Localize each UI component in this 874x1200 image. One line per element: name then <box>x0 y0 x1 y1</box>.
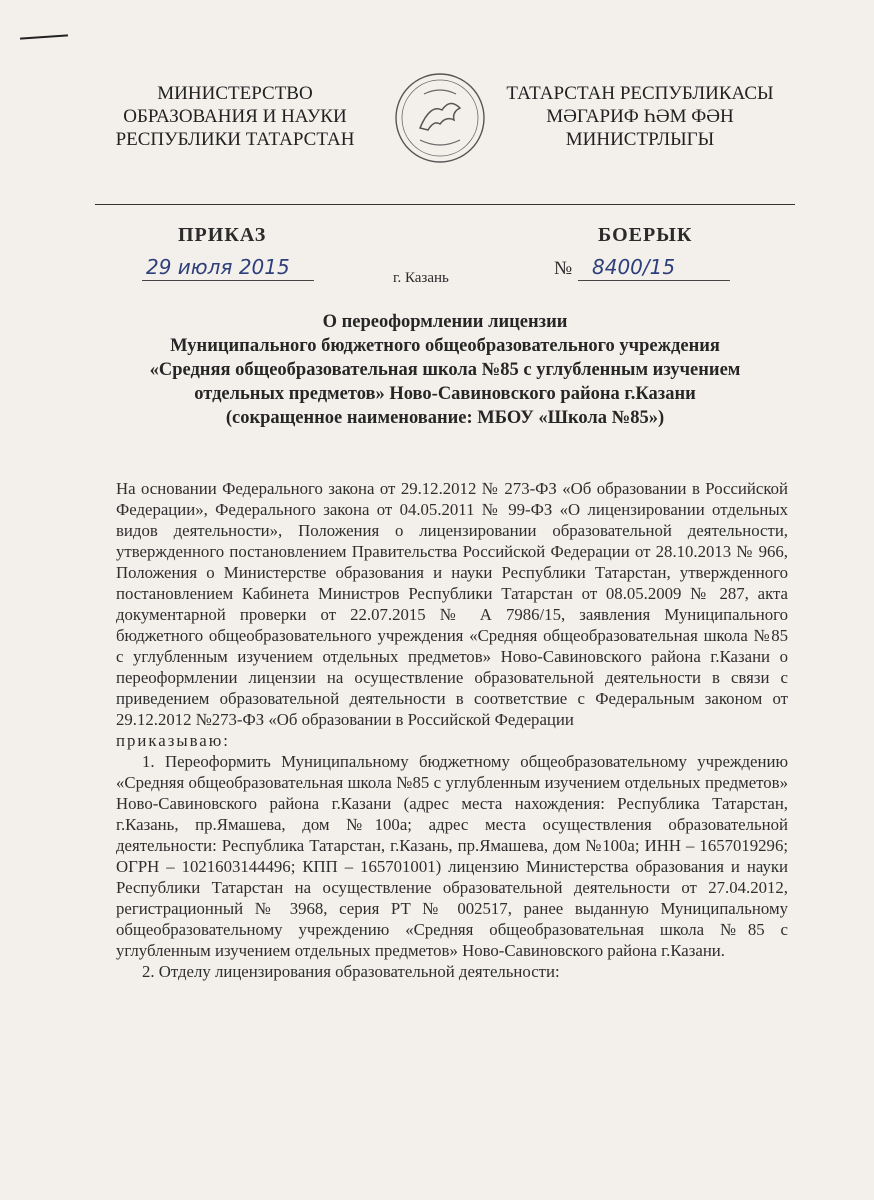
order-directive-word: приказываю: <box>116 731 230 750</box>
ministry-left-line: МИНИСТЕРСТВО <box>157 83 313 104</box>
order-title <box>100 310 790 430</box>
item-1-paragraph: 1. Переоформить Муниципальному бюджетному общеобразовательному учреждению «Средняя общеобразовательная школа №85 с углубленным изучением отдельных предметов» Ново-Савиновского района г.Казани (адрес места нахождения: Республика Татарстан, г.Казань, пр.Ямашева, дом №100а; адрес места осуществления образовательной деятельности: Республика Татарстан, г.Казань, пр.Ямашева, дом №100а; ИНН – 1657019296; ОГРН – 1021603144496; КПП – 165701001) лицензию Министерства образования и науки Республики Татарстан на осуществление образовательной деятельности от 27.04.2012, регистрационный № 3968, серия РТ № 002517, ранее выданную Муниципальному общеобразовательному учреждению «Средняя общеобразовательная школа №85 с углубленным изучением отдельных предметов» Ново-Савиновского района г.Казани. <box>116 752 788 960</box>
ministry-name-russian <box>95 82 375 151</box>
order-number-label: № <box>554 258 573 279</box>
title-line: отдельных предметов» Ново-Савиновского района г.Казани <box>194 384 696 404</box>
corner-mark <box>20 34 68 39</box>
title-line: «Средняя общеобразовательная школа №85 с углубленным изучением <box>149 360 741 380</box>
preamble-paragraph: На основании Федерального закона от 29.12.2012 № 273-ФЗ «Об образовании в Российской Федерации», Федерального закона от 04.05.2011 № 99-ФЗ «О лицензировании отдельных видов деятельности», Положения о лицензировании образовательной деятельности, утвержденного постановлением Правительства Российской Федерации от 28.10.2013 № 966, Положения о Министерстве образования и науки Республики Татарстан, утвержденного постановлением Кабинета Министров Республики Татарстан от 08.05.2009 № 287, акта документарной проверки от 22.07.2015 № А 7986/15, заявления Муниципального бюджетного общеобразовательного учреждения «Средняя общеобразовательная школа №85 с углубленным изучением отдельных предметов» Ново-Савиновского района г.Казани о переоформлении лицензии на осуществление образовательной деятельности в связи с приведением образовательной деятельности в соответствие с Федеральным законом от 29.12.2012 №273-ФЗ «Об образовании в Российской Федерации <box>116 479 788 729</box>
title-line: Муниципального бюджетного общеобразовательного учреждения <box>170 336 720 356</box>
order-body <box>116 478 788 982</box>
header-divider <box>95 204 795 205</box>
order-city: г. Казань <box>393 270 449 286</box>
ministry-right-line: ТАТАРСТАН РЕСПУБЛИКАСЫ <box>506 83 774 104</box>
title-line: (сокращенное наименование: МБОУ «Школа №85») <box>225 408 665 428</box>
title-line: О переоформлении лицензии <box>322 312 568 332</box>
ministry-left-line: ОБРАЗОВАНИЯ И НАУКИ <box>123 106 347 127</box>
item-2-paragraph: 2. Отделу лицензирования образовательной деятельности: <box>142 962 560 981</box>
ministry-name-tatar <box>490 82 790 151</box>
order-label-tatar: БОЕРЫК <box>598 224 693 246</box>
ministry-right-line: МӘГАРИФ ҺӘМ ФӘН <box>546 106 734 127</box>
ministry-left-line: РЕСПУБЛИКИ ТАТАРСТАН <box>115 129 355 150</box>
ministry-right-line: МИНИСТРЛЫГЫ <box>565 129 715 150</box>
order-label-russian: ПРИКАЗ <box>178 224 267 246</box>
order-date-handwritten: 29 июля 2015 <box>142 254 314 281</box>
tatarstan-emblem-icon <box>390 68 490 168</box>
order-number-handwritten: 8400/15 <box>578 254 730 281</box>
